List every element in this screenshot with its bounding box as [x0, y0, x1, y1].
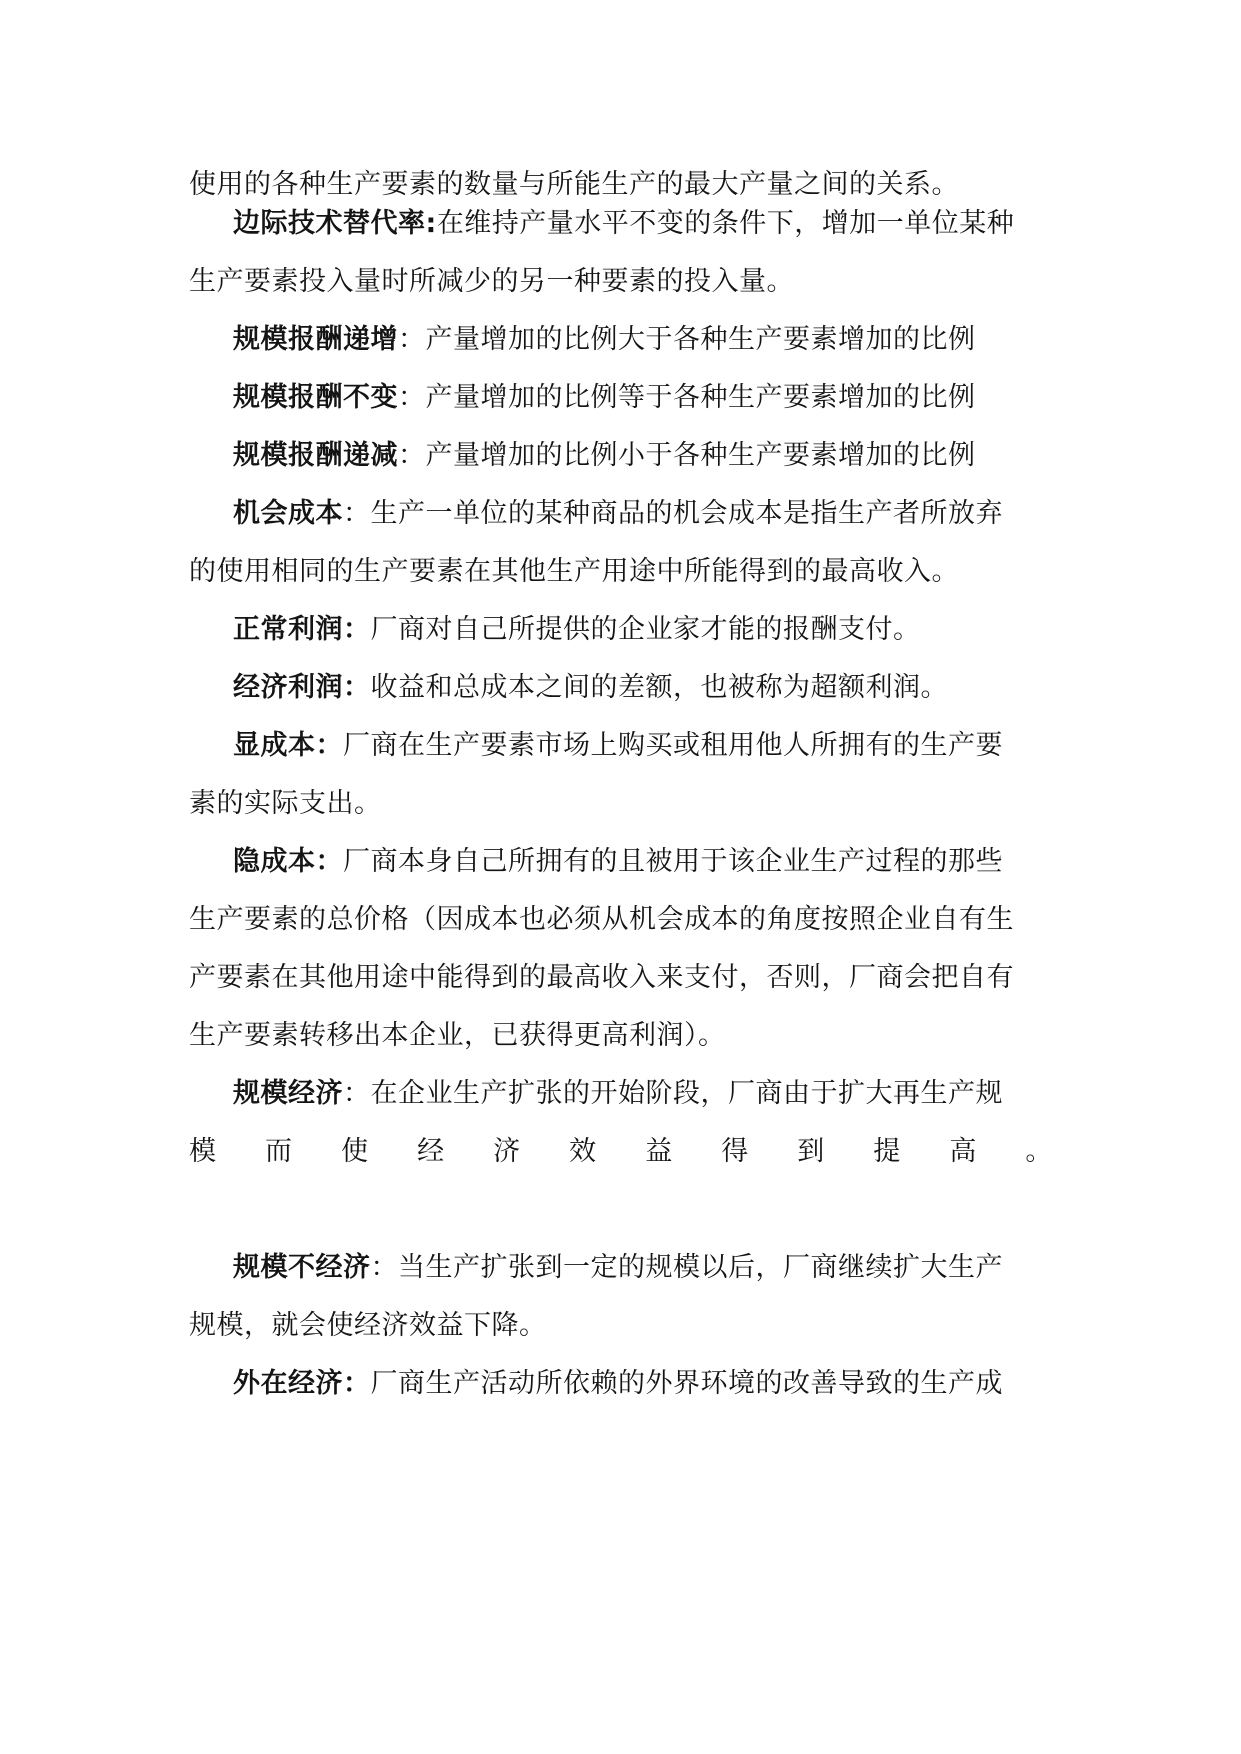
definition-line	[189, 320, 1053, 360]
line-char: 。	[1025, 1136, 1053, 1167]
line-text: 生产要素投入量时所减少的另一种要素的投入量。	[189, 266, 794, 297]
line-text: 的使用相同的生产要素在其他生产用途中所能得到的最高收入。	[189, 556, 959, 587]
definition-text: 收益和总成本之间的差额，也被称为超额利润。	[370, 672, 948, 703]
text-line	[189, 165, 1053, 205]
definition-line	[189, 1074, 1053, 1114]
definition-text: 厂商在生产要素市场上购买或租用他人所拥有的生产要	[343, 730, 1003, 761]
definition-line	[189, 1248, 1053, 1288]
text-line	[189, 900, 1053, 940]
definition-line	[189, 668, 1053, 708]
line-text: 生产要素转移出本企业，已获得更高利润）。	[189, 1020, 726, 1051]
term-label: 规模报酬递增	[233, 324, 398, 355]
line-char: 到	[797, 1136, 825, 1167]
definition-text: ：生产一单位的某种商品的机会成本是指生产者所放弃	[343, 498, 1003, 529]
line-text: 素的实际支出。	[189, 788, 382, 819]
term-label: 边际技术替代率:	[233, 208, 437, 239]
definition-line	[189, 726, 1053, 766]
definition-text: ：产量增加的比例大于各种生产要素增加的比例	[398, 324, 976, 355]
text-line	[189, 1306, 1053, 1346]
definition-line	[189, 494, 1053, 534]
line-text: 使用的各种生产要素的数量与所能生产的最大产量之间的关系。	[189, 169, 959, 200]
justified-line	[189, 1132, 1053, 1172]
text-line	[189, 1016, 1053, 1056]
definition-text: ：当生产扩张到一定的规模以后，厂商继续扩大生产	[370, 1252, 1003, 1283]
definition-line	[189, 610, 1053, 650]
term-label: 规模报酬递减	[233, 440, 398, 471]
definition-line	[189, 436, 1053, 476]
text-line	[189, 784, 1053, 824]
line-text: 产要素在其他用途中能得到的最高收入来支付，否则，厂商会把自有	[189, 962, 1014, 993]
definition-line	[189, 378, 1053, 418]
text-line	[189, 552, 1053, 592]
line-char: 得	[721, 1136, 749, 1167]
line-char: 提	[873, 1136, 901, 1167]
line-text: 规模，就会使经济效益下降。	[189, 1310, 547, 1341]
line-char: 益	[645, 1136, 673, 1167]
term-label: 隐成本：	[233, 846, 343, 877]
term-label: 显成本：	[233, 730, 343, 761]
definition-line	[189, 1364, 1053, 1404]
line-text: 生产要素的总价格（因成本也必须从机会成本的角度按照企业自有生	[189, 904, 1014, 935]
definition-text: 厂商本身自己所拥有的且被用于该企业生产过程的那些	[343, 846, 1003, 877]
line-char: 济	[493, 1136, 521, 1167]
line-char: 效	[569, 1136, 597, 1167]
term-label: 正常利润：	[233, 614, 371, 645]
term-label: 机会成本	[233, 498, 343, 529]
line-char: 使	[341, 1136, 369, 1167]
text-line	[189, 262, 1053, 302]
term-label: 规模报酬不变	[233, 382, 398, 413]
line-char: 高	[949, 1136, 977, 1167]
term-label: 规模经济	[233, 1078, 343, 1109]
definition-text: 厂商对自己所提供的企业家才能的报酬支付。	[370, 614, 921, 645]
definition-text: ：产量增加的比例等于各种生产要素增加的比例	[398, 382, 976, 413]
line-char: 而	[265, 1136, 293, 1167]
term-label: 规模不经济	[233, 1252, 371, 1283]
definition-line	[189, 842, 1053, 882]
definition-text: 厂商生产活动所依赖的外界环境的改善导致的生产成	[370, 1368, 1003, 1399]
term-label: 经济利润：	[233, 672, 371, 703]
line-char: 模	[189, 1136, 217, 1167]
term-label: 外在经济：	[233, 1368, 371, 1399]
definition-text: 在维持产量水平不变的条件下，增加一单位某种	[436, 208, 1015, 239]
definition-text: ：产量增加的比例小于各种生产要素增加的比例	[398, 440, 976, 471]
text-line	[189, 958, 1053, 998]
definition-text: ：在企业生产扩张的开始阶段，厂商由于扩大再生产规	[343, 1078, 1003, 1109]
definition-line	[189, 204, 1053, 244]
line-char: 经	[417, 1136, 445, 1167]
